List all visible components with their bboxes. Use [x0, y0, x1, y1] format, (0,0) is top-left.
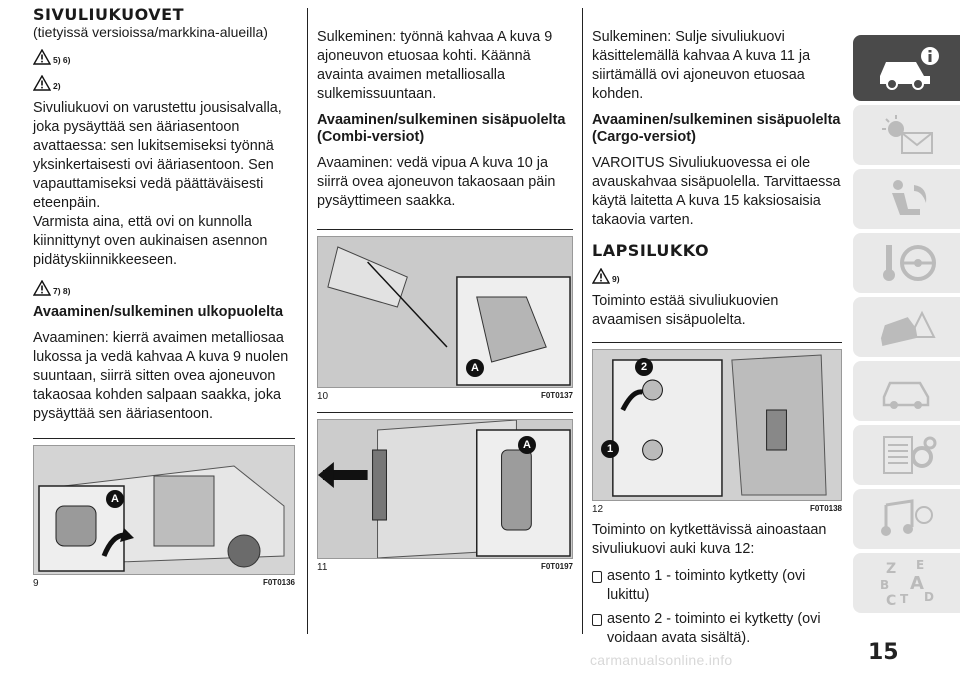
warning-lights-icon — [872, 113, 942, 157]
car-service-icon — [872, 369, 942, 413]
seat-airbag-icon — [872, 177, 942, 221]
page-number: 15 — [868, 640, 899, 665]
child-lock-illustration — [593, 350, 841, 500]
column-divider — [307, 8, 308, 634]
paragraph: Sulkeminen: työnnä kahvaa A kuva 9 ajoneuvon etuosaa kohti. Käännä avainta avaimen metalliosalla sulkemissuuntaan. — [317, 29, 553, 102]
callout-1: 1 — [601, 440, 619, 458]
specs-gear-icon — [872, 433, 942, 477]
figure-10 — [317, 229, 573, 402]
tab-index[interactable] — [853, 553, 960, 613]
figure-number: 10 — [317, 391, 329, 402]
paragraph: VAROITUS Sivuliukuovessa ei ole avauskahvaa sisäpuolella. Tarvittaessa käytä laitetta A kuva 15 kaksiosaisia takaovia varten. — [592, 155, 841, 228]
figure-12 — [592, 342, 842, 515]
column-divider — [582, 8, 583, 634]
callout-a: A — [466, 359, 484, 377]
list-item — [592, 567, 842, 605]
tab-starting-driving[interactable] — [853, 233, 960, 293]
figure-image — [317, 236, 573, 388]
paragraph: Varmista aina, että ovi on kunnolla kiinnittynyt oven aukinaisen asennon pidätyskiinnikkeeseen. — [33, 214, 268, 268]
index-icon — [872, 557, 942, 609]
figure-caption — [317, 391, 573, 402]
tab-maintenance[interactable] — [853, 361, 960, 421]
callout-2: 2 — [635, 358, 653, 376]
list-item-text: asento 1 - toiminto kytketty (ovi lukittu) — [607, 568, 806, 603]
warning-ref-text: 9) — [612, 274, 620, 284]
figure-11 — [317, 412, 573, 573]
index-letter: T — [899, 592, 908, 606]
callout-a: A — [106, 490, 124, 508]
index-letter: A — [909, 573, 924, 594]
paragraph: Toiminto on kytkettävissä ainoastaan sivuliukuovi auki kuva 12: — [592, 522, 827, 557]
column-1 — [33, 6, 295, 595]
chapter-sidebar — [853, 35, 960, 617]
figure-code: F0T0136 — [262, 578, 295, 587]
figure-caption — [592, 504, 842, 515]
figure-code: F0T0138 — [809, 504, 842, 513]
figure-number: 11 — [317, 562, 328, 573]
warning-triangle-icon — [33, 75, 51, 91]
watermark: carmanualsonline.info — [590, 652, 733, 668]
figure-code: F0T0197 — [540, 562, 573, 571]
subsection-heading: Avaaminen/sulkeminen sisäpuolelta (Cargo-versiot) — [592, 112, 841, 145]
tab-car-info[interactable] — [853, 35, 960, 101]
car-info-icon — [872, 46, 942, 90]
section-heading: LAPSILUKKO — [592, 241, 710, 260]
index-letter: D — [923, 590, 934, 604]
accident-icon — [872, 305, 942, 349]
figure-image — [33, 445, 295, 575]
list-item-text: asento 2 - toiminto ei kytketty (ovi voidaan avata sisältä). — [607, 611, 821, 646]
figure-number: 9 — [33, 578, 39, 589]
warning-triangle-icon — [592, 268, 610, 284]
section-heading: SIVULIUKUOVET — [33, 5, 184, 24]
index-letter: C — [885, 593, 896, 609]
paragraph: Sivuliukuovi on varustettu jousisalvalla, joka pysäyttää sen ääriasentoon avattaessa: sen lukitsemiseksi työnnä yksinkertaisesti ovi ääriasentoon. Sen vapauttamiseksi vedä päättäväisesti eteenpäin. — [33, 100, 282, 211]
tab-emergency[interactable] — [853, 297, 960, 357]
multimedia-icon — [872, 497, 942, 541]
warning-ref-text: 2) — [53, 81, 61, 91]
figure-caption — [317, 562, 573, 573]
paragraph: Avaaminen: kierrä avaimen metalliosaa lukossa ja vedä kahvaa A kuva 9 nuolen suuntaan, siirrä sitten ovea ajoneuvon takaosaa kohden salpaan saakka, joka pysäyttää sen ääriasentoon. — [33, 330, 289, 422]
column-3 — [592, 28, 842, 653]
list-item — [592, 610, 842, 648]
key-steering-icon — [872, 241, 942, 285]
column-2 — [317, 28, 573, 579]
checkbox-bullet-icon — [592, 614, 602, 626]
warning-triangle-icon — [33, 280, 51, 296]
index-letter: Z — [885, 561, 896, 577]
paragraph: Toiminto estää sivuliukuovien avaamisen sisäpuolelta. — [592, 293, 779, 328]
subsection-heading: Avaaminen/sulkeminen sisäpuolelta (Combi-versiot) — [317, 112, 566, 145]
section-subheading: (tietyissä versioissa/markkina-alueilla) — [33, 24, 268, 40]
callout-a: A — [518, 436, 536, 454]
figure-code: F0T0137 — [540, 391, 573, 400]
index-letter: B — [879, 578, 889, 592]
tab-warning-lights[interactable] — [853, 105, 960, 165]
van-side-door-illustration — [34, 446, 294, 574]
figure-image — [592, 349, 842, 501]
warning-ref-text: 7) 8) — [53, 286, 71, 296]
warning-ref-text: 5) 6) — [53, 55, 71, 65]
interior-lever-illustration — [318, 237, 572, 387]
tab-multimedia[interactable] — [853, 489, 960, 549]
warning-ref — [33, 73, 295, 91]
figure-image — [317, 419, 573, 559]
warning-ref — [33, 47, 295, 65]
warning-triangle-icon — [33, 49, 51, 65]
figure-caption — [33, 578, 295, 589]
tab-safety[interactable] — [853, 169, 960, 229]
warning-ref — [592, 266, 842, 284]
checkbox-bullet-icon — [592, 571, 602, 583]
figure-9 — [33, 438, 295, 589]
paragraph: Avaaminen: vedä vipua A kuva 10 ja siirrä ovea ajoneuvon takaosaan päin pysäyttimeen saakka. — [317, 155, 556, 209]
subsection-heading: Avaaminen/sulkeminen ulkopuolelta — [33, 304, 284, 320]
figure-number: 12 — [592, 504, 604, 515]
paragraph: Sulkeminen: Sulje sivuliukuovi käsittelemällä kahvaa A kuva 11 ja siirtämällä ovi ajoneuvon etuosaa kohden. — [592, 29, 811, 102]
tab-technical-data[interactable] — [853, 425, 960, 485]
warning-ref — [33, 278, 295, 296]
index-letter: E — [915, 558, 924, 572]
